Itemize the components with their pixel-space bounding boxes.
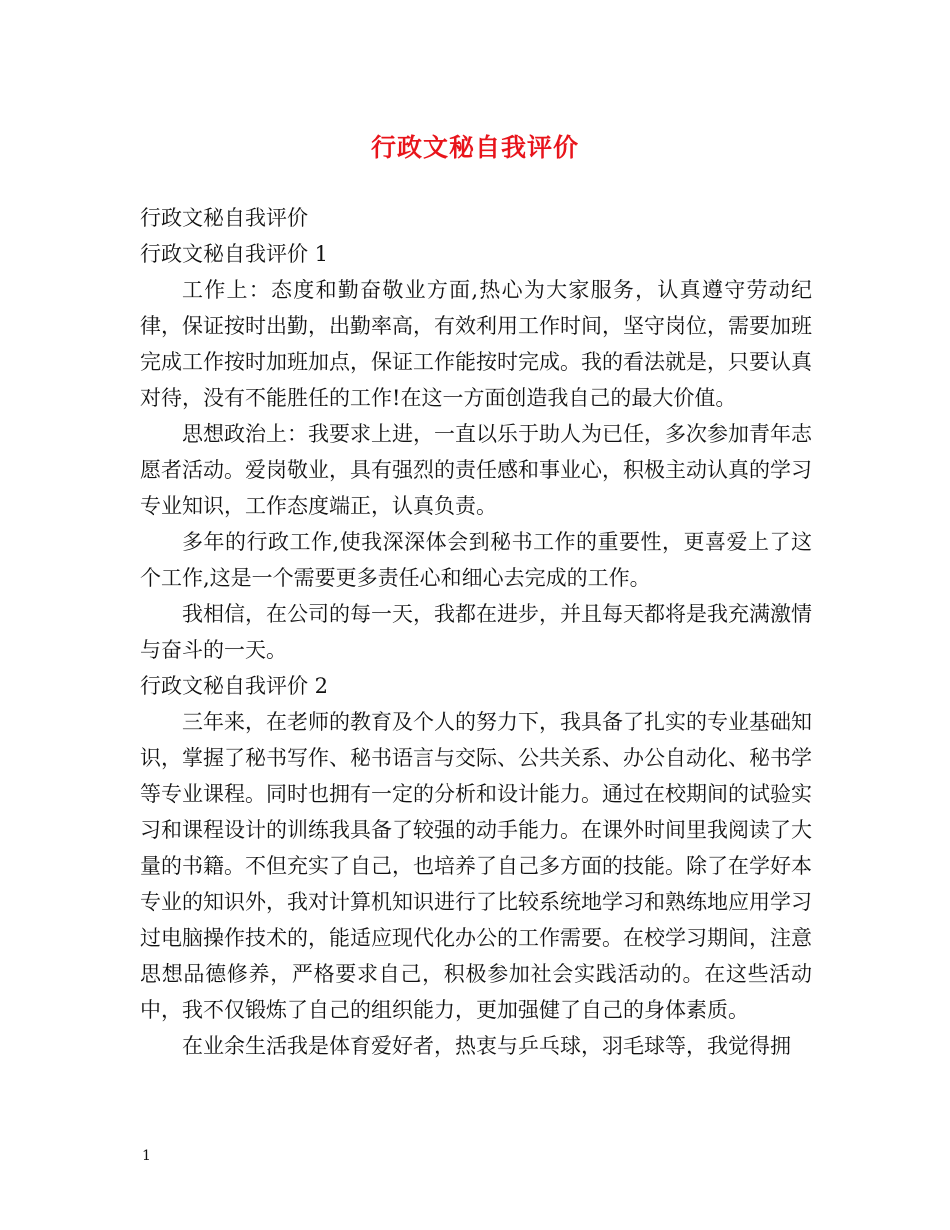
section-1-paragraph-2: 思想政治上：我要求上进，一直以乐于助人为已任，多次参加青年志愿者活动。爱岗敬业，具有强烈的责任感和事业心，积极主动认真的学习专业知识，工作态度端正，认真负责。 <box>140 422 812 518</box>
section-2-heading: 行政文秘自我评价 2 <box>140 674 329 698</box>
section-1-heading: 行政文秘自我评价 1 <box>140 242 329 266</box>
page-number: 1 <box>142 1148 151 1164</box>
section-1-paragraph-4: 我相信，在公司的每一天，我都在进步，并且每天都将是我充满激情与奋斗的一天。 <box>140 602 812 662</box>
main-heading: 行政文秘自我评价 <box>140 206 308 230</box>
document-title: 行政文秘自我评价 <box>370 133 579 162</box>
section-2-paragraph-1: 三年来，在老师的教育及个人的努力下，我具备了扎实的专业基础知识，掌握了秘书写作、秘书语言与交际、公共关系、办公自动化、秘书学等专业课程。同时也拥有一定的分析和设计能力。通过在校期间的试验实习和课程设计的训练我具备了较强的动手能力。在课外时间里我阅读了大量的书籍。不但充实了自己，也培养了自己多方面的技能。除了在学好本专业的知识外，我对计算机知识进行了比较系统地学习和熟练地应用学习过电脑操作技术的，能适应现代化办公的工作需要。在校学习期间，注意思想品德修养，严格要求自己，积极参加社会实践活动的。在这些活动中，我不仅锻炼了自己的组织能力，更加强健了自己的身体素质。 <box>140 710 812 1022</box>
section-1-paragraph-1: 工作上：态度和勤奋敬业方面,热心为大家服务，认真遵守劳动纪律，保证按时出勤，出勤率高，有效利用工作时间，坚守岗位，需要加班完成工作按时加班加点，保证工作能按时完成。我的看法就是，只要认真对待，没有不能胜任的工作!在这一方面创造我自己的最大价值。 <box>140 278 812 410</box>
section-2-paragraph-2: 在业余生活我是体育爱好者，热衷与乒乓球，羽毛球等，我觉得拥 <box>182 1034 791 1058</box>
section-1-paragraph-3: 多年的行政工作,使我深深体会到秘书工作的重要性，更喜爱上了这个工作,这是一个需要更多责任心和细心去完成的工作。 <box>140 530 812 590</box>
document-body <box>140 200 812 1064</box>
